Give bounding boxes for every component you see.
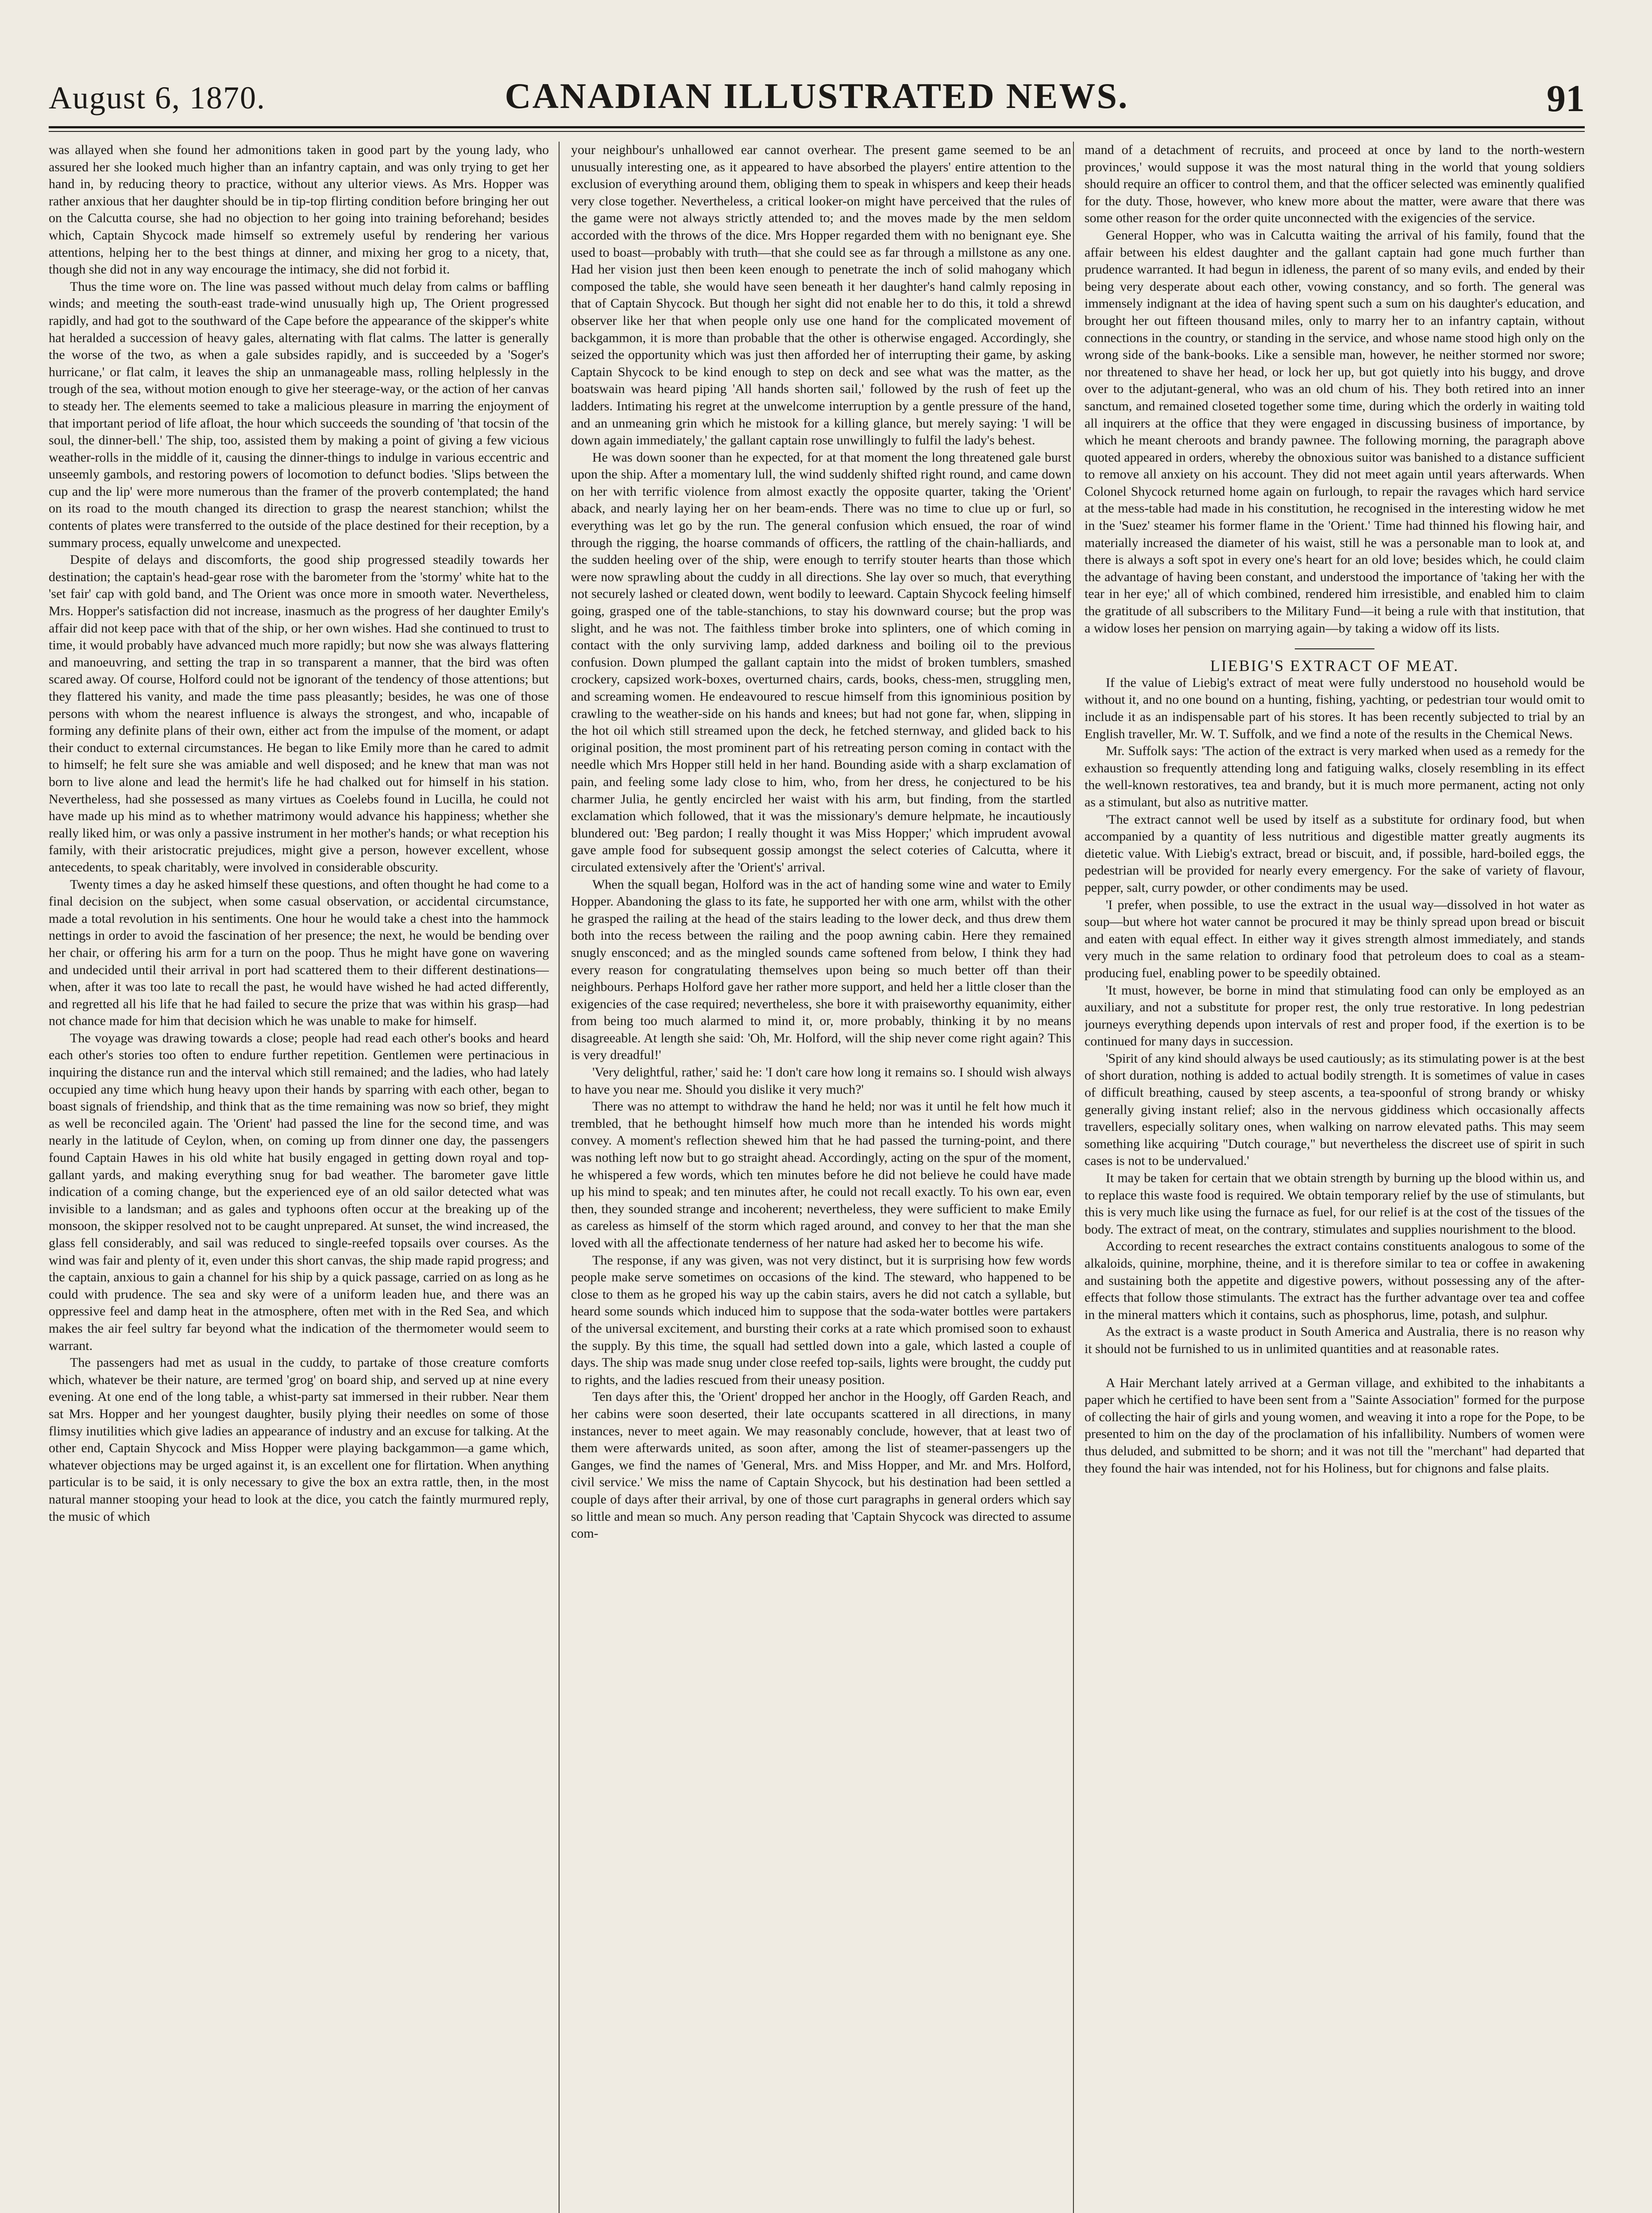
paragraph: 'I prefer, when possible, to use the extract in the usual way—dissolved in hot water as soup—but where hot water cannot be procured it may be thinly spread upon bread or biscuit and eaten with equal effect. In either way it gives strength almost immediately, and stands very much in the same relation to ordinary food that petroleum does to coal as a steam-producing fuel, enabling power to be speedily obtained.: [1085, 897, 1585, 980]
paragraph: mand of a detachment of recruits, and proceed at once by land to the north-western provinces,' would suppose it was the most natural thing in the world that young soldiers should require an officer to control them, and that the officer selected was eminently qualified for the duty. Those, however, who knew more about the matter, were aware that there was some other reason for the order quite unconnected with the exigencies of the service.: [1085, 143, 1585, 226]
paragraph: The passengers had met as usual in the cuddy, to partake of those creature comforts which, whatever be their nature, are termed 'grog' on board ship, and served up at nine every evening. At one end of the long table, a whist-party sat immersed in their rubber. Near them sat Mrs. Hopper and her youngest daughter, busily plying their needles on some of those flimsy inutilities which give ladies an appearance of industry and an excuse for talking. At the other end, Captain Shycock and Miss Hopper were playing backgammon—a game which, whatever objections may be urged against it, is an excellent one for flirtation. When anything particular is to be said, it is only necessary to give the box an extra rattle, then, in the most natural manner stooping your head to look at the dice, you catch the faintly murmured reply, the music of which: [49, 1355, 549, 1524]
header-rule: [49, 126, 1585, 128]
column-divider: [559, 142, 560, 2213]
paragraph: He was down sooner than he expected, for at that moment the long threatened gale burst upon the ship. After a momentary lull, the wind suddenly shifted right round, and came down on her with terrific violence from almost exactly the opposite quarter, taking the 'Orient' aback, and nearly laying her on her beam-ends. There was no time to clue up or furl, so everything was let go by the run. The general confusion which ensued, the roar of wind through the rigging, the hoarse commands of officers, the rattling of the chain-halliards, and the sudden heeling over of the ship, were enough to terrify stouter hearts than those which were now sprawling about the cuddy in all directions. She lay over so much, that everything not securely lashed or cleated down, went bodily to leeward. Captain Shycock feeling himself going, grasped one of the table-stanchions, to stay his downward course; but the prop was slight, and he was not. The faithless timber broke into splinters, one of which coming in contact with the only surviving lamp, added darkness and boiling oil to the previous confusion. Down plumped the gallant captain into the midst of broken tumblers, smashed crockery, capsized work-boxes, overturned chairs, cards, books, chess-men, struggling men, and screaming women. He endeavoured to rescue himself from this ignominious position by crawling to the weather-side on his hands and knees; but had not gone far, when, slipping in the hot oil which still streamed upon the deck, he fetched sternway, and glided back to his original position, the most prominent part of his retreating person coming in contact with the needle which Mrs Hopper still held in her hand. Bounding aside with a sharp exclamation of pain, and feeling some lady close to him, who, from her dress, he conjectured to be his charmer Julia, he gently encircled her waist with his arm, but finding, from the startled exclamation which followed, that it was the missionary's demure helpmate, he incautiously blundered out: 'Beg pardon; I really thought it was Miss Hopper;' which imprudent avowal gave ample food for subsequent gossip amongst the select coteries of Calcutta, where it circulated extensively after the 'Orient's' arrival.: [571, 450, 1071, 875]
paragraph: Mr. Suffolk says: 'The action of the extract is very marked when used as a remedy for the exhaustion so frequently attending long and fatiguing walks, closely resembling in its effect the well-known restoratives, tea and brandy, but it is much more permanent, acting not only as a stimulant, but also as nutritive matter.: [1085, 744, 1585, 810]
paragraph: Twenty times a day he asked himself these questions, and often thought he had come to a final decision on the subject, when some casual observation, or accidental circumstance, made a total revolution in his sentiments. One hour he would take a chest into the hammock nettings in order to avoid the fascination of her presence; the next, he would be bending over her chair, or offering his arm for a turn on the poop. Thus he might have gone on wavering and undecided until their arrival in port had scattered them to their different destinations—when, after it was too late to recall the past, he would have wished he had acted differently, and regretted all his life that he had failed to secure the prize that was within his grasp—had not chance made for him that decision which he was unable to make for himself.: [49, 877, 549, 1029]
article-heading: LIEBIG'S EXTRACT OF MEAT.: [1210, 657, 1459, 675]
paragraph: The voyage was drawing towards a close; people had read each other's books and heard each other's stories too often to endure further repetition. Gentlemen were pertinacious in inquiring the distance run and the interval which still remained; and the ladies, who had lately occupied any time which hung heavy upon their hands by sparring with each other, began to boast signals of friendship, and think that as the time remaining was now so brief, they might as well be reconciled again. The 'Orient' had passed the line for the second time, and was nearly in the latitude of Ceylon, when, on coming up from dinner one day, the passengers found Captain Hawes in his old white hat busily engaged in getting down royal and top-gallant yards, and making everything snug for bad weather. The barometer gave little indication of a coming change, but the experienced eye of an old sailor detected what was invisible to a landsman; and as gales and typhoons often occur at the breaking up of the monsoon, the skipper resolved not to be caught unprepared. At sunset, the wind increased, the glass fell considerably, and sail was reduced to single-reefed topsails over courses. As the wind was fair and plenty of it, even under this short canvas, the ship made rapid progress; and the captain, anxious to gain a channel for his ship by a quick passage, carried on as long as he could with prudence. The sea and sky were of a uniform leaden hue, and there was an oppressive feel and damp heat in the atmosphere, often met with in the Red Sea, and which makes the air feel sultry far beyond what the indication of the thermometer would seem to warrant.: [49, 1030, 549, 1353]
paragraph: When the squall began, Holford was in the act of handing some wine and water to Emily Hopper. Abandoning the glass to its fate, he supported her with one arm, whilst with the other he grasped the railing at the head of the stairs leading to the lower deck, and thus drew them both into the recess between the railing and the poop awning cabin. Here they remained snugly ensconced; and as the mingled sounds came softened from below, I think they had every reason for congratulating themselves upon being so much better off than their neighbours. Perhaps Holford gave her rather more support, and held her a little closer than the exigencies of the case required; nevertheless, she bore it with praiseworthy equanimity, either from being too much alarmed to mind it, or, more probably, thinking it by no means disagreeable. At length she said: 'Oh, Mr. Holford, will the ship never come right again? This is very dreadful!': [571, 877, 1071, 1063]
paragraph: Ten days after this, the 'Orient' dropped her anchor in the Hoogly, off Garden Reach, and her cabins were soon deserted, their late occupants scattered in all directions, in many instances, never to meet again. We may reasonably conclude, however, that at least two of them were afterwards united, as soon after, among the list of steamer-passengers up the Ganges, we find the names of 'General, Mrs. and Miss Hopper, and Mr. and Mrs. Holford, civil service.' We miss the name of Captain Shycock, but his destination had been settled a couple of days after their arrival, by one of those curt paragraphs in general orders which say so little and mean so much. Any person reading that 'Captain Shycock was directed to assume com-: [571, 1389, 1071, 1541]
paragraph: There was no attempt to withdraw the hand he held; nor was it until he felt how much it trembled, that he bethought himself how much more than he intended his words might convey. A moment's reflection shewed him that he had passed the turning-point, and there was nothing left now but to go straight ahead. Accordingly, acting on the spur of the moment, he whispered a few words, which ten minutes before he did not believe he could have made up his mind to speak; and ten minutes after, he could not recall exactly. To his own ear, even then, they sounded strange and incoherent; nevertheless, they were sufficient to make Emily as careless as himself of the storm which raged around, and convey to her that the man she loved with all the affectionate tenderness of her nature had asked her to become his wife.: [571, 1099, 1071, 1250]
header-rule-thin: [49, 131, 1585, 132]
paragraph: According to recent researches the extract contains constituents analogous to some of the alkaloids, quinine, morphine, theine, and it is therefore similar to tea or coffee in awakening and sustaining both the appetite and digestive powers, without possessing any of the after-effects that follow those stimulants. The extract has the further advantage over tea and coffee in the mineral matters which it contains, such as phosphorus, lime, potash, and sulphur.: [1085, 1239, 1585, 1322]
paragraph: was allayed when she found her admonitions taken in good part by the young lady, who assured her she looked much higher than an infantry captain, and was only trying to get her hand in, by reducing theory to practice, without any ulterior views. As Mrs. Hopper was rather anxious that her daughter should be in tip-top flirting condition before bringing her out on the Calcutta course, she had no objection to her going into training beforehand; besides which, Captain Shycock made himself so extremely useful by rendering her various attentions, helping her to the best things at dinner, and mixing her grog to a nicety, that, though she did not in any way encourage the intimacy, she did not forbid it.: [49, 143, 549, 277]
paragraph: Thus the time wore on. The line was passed without much delay from calms or baffling winds; and meeting the south-east trade-wind unusually high up, The Orient progressed rapidly, and had got to the southward of the Cape before the appearance of the skipper's white hat heralded a succession of heavy gales, alternating with flat calms. The latter is generally the worse of the two, as when a gale subsides rapidly, and is succeeded by a 'Soger's hurricane,' or flat calm, it leaves the ship an unmanageable mass, rolling helplessly in the trough of the sea, without motion enough to give her steerage-way, or the action of her canvas to steady her. The elements seemed to take a malicious pleasure in marring the enjoyment of that important period of life afloat, the hour which succeeds the sounding of 'that tocsin of the soul, the dinner-bell.' The ship, too, assisted them by making a point of giving a few vicious weather-rolls in the middle of it, causing the dinner-things to indulge in various eccentric and unseemly gambols, and restoring powers of locomotion to defunct bodies. 'Slips between the cup and the lip' were more numerous than the framer of the proverb contemplated; the hand on its road to the mouth changed its direction to grasp the nearest stanchion; whilst the contents of plates were transferred to the outside of the place destined for their reception, by a summary process, equally unwelcome and unexpected.: [49, 279, 549, 550]
paragraph: It may be taken for certain that we obtain strength by burning up the blood within us, and to replace this waste food is required. We obtain temporary relief by the use of stimulants, but this is very much like using the furnace as fuel, for our relief is at the cost of the tissues of the body. The extract of meat, on the contrary, stimulates and supplies nourishment to the blood.: [1085, 1171, 1585, 1237]
paragraph: 'Very delightful, rather,' said he: 'I don't care how long it remains so. I should wish always to have you near me. Should you dislike it very much?': [571, 1065, 1071, 1097]
column-1: [49, 142, 549, 2213]
spacer: [1085, 1358, 1585, 1375]
paragraph: A Hair Merchant lately arrived at a German village, and exhibited to the inhabitants a paper which he certified to have been sent from a "Sainte Association" formed for the purpose of collecting the hair of girls and young women, and weaving it into a rope for the Pope, to be presented to him on the day of the proclamation of his infallibility. Numbers of women were thus deluded, and submitted to be shorn; and it was not till the "merchant" had departed that they found the hair was intended, not for his Holiness, but for chignons and false plaits.: [1085, 1375, 1585, 1476]
masthead: [49, 66, 1585, 120]
paragraph: If the value of Liebig's extract of meat were fully understood no household would be without it, and no one bound on a hunting, fishing, yachting, or pedestrian tour would omit to include it as an indispensable part of his stores. It has been recently subjected to trial by an English traveller, Mr. W. T. Suffolk, and we find a note of the results in the Chemical News.: [1085, 675, 1585, 741]
section-divider: [1295, 648, 1374, 649]
paragraph: The response, if any was given, was not very distinct, but it is surprising how few words people make serve sometimes on occasions of the kind. The steward, who happened to be close to them as he groped his way up the cabin stairs, avers he did not catch a syllable, but heard some sounds which induced him to suppose that the soda-water bottles were partakers of the universal excitement, and bursting their corks at a rate which promised soon to exhaust the supply. By this time, the squall had settled down into a gale, which lasted a couple of days. The ship was made snug under close reefed top-sails, lights were brought, the cuddy put to rights, and the ladies rescued from their uneasy position.: [571, 1253, 1071, 1387]
paragraph: your neighbour's unhallowed ear cannot overhear. The present game seemed to be an unusually interesting one, as it appeared to have absorbed the players' entire attention to the exclusion of everything around them, obliging them to speak in whispers and keep their heads very close together. Nevertheless, a critical looker-on might have perceived that the rules of the game were not always strictly attended to; and the moves made by the men seldom accorded with the throws of the dice. Mrs Hopper regarded them with no benignant eye. She used to boast—probably with truth—that she could see as far through a millstone as any one. Had her vision just then been keen enough to penetrate the inch of solid mahogany which composed the table, she would have seen beneath it her daughter's hand calmly reposing in that of Captain Shycock. But though her sight did not enable her to do this, it told a shrewd observer like her that when people only use one hand for the complicated movement of backgammon, it is more than probable that the other is otherwise engaged. Accordingly, she seized the opportunity which was just then afforded her of interrupting their game, by asking Captain Shycock to be kind enough to step on deck and see what was the matter, as the boatswain was heard piping 'All hands shorten sail,' followed by the rush of feet up the ladders. Intimating his regret at the unwelcome interruption by a gentle pressure of the hand, and an unmeaning grin which he mistook for a killing glance, but merely saying: 'I will be down again immediately,' the gallant captain rose unwillingly to fulfil the lady's behest.: [571, 143, 1071, 448]
column-divider: [1073, 142, 1074, 2213]
newspaper-title: CANADIAN ILLUSTRATED NEWS.: [505, 76, 1129, 116]
paragraph: General Hopper, who was in Calcutta waiting the arrival of his family, found that the affair between his eldest daughter and the gallant captain had gone much further than prudence warranted. It had begun in idleness, the parent of so many evils, and ended by their being very desperate about each other, vowing constancy, and so forth. The general was immensely indignant at the idea of having spent such a sum on his daughter's education, and brought her out fifteen thousand miles, only to marry her to an infantry captain, without connections in the country, or standing in the service, and whose name stood high only on the wrong side of the bank-books. Like a sensible man, however, he neither stormed nor swore; nor threatened to shave her head, or lock her up, but got quietly into his buggy, and drove over to the adjutant-general, who was an old chum of his. They both retired into an inner sanctum, and remained closeted together some time, during which the orderly in waiting told all inquirers at the office that they were engaged in discussing business of importance, by which he meant cheroots and brandy pawnee. The following morning, the paragraph above quoted appeared in orders, whereby the obnoxious suitor was banished to a distance sufficient to remove all anxiety on his account. They did not meet again until years afterwards. When Colonel Shycock returned home again on furlough, to repair the ravages which hard service at the mess-table had made in his constitution, he recognised in the interesting widow he met in the 'Suez' steamer his former flame in the 'Orient.' Time had thinned his flowing hair, and materially increased the diameter of his waist, still he was a personable man to look at, and there is always a soft spot in every one's heart for an old love; besides which, he could claim the advantage of having been constant, and understood the importance of 'taking her with the tear in her eye;' all of which combined, rendered him irresistible, and enabled him to claim the gratitude of all subscribers to the Military Fund—it being a rule with that institution, that a widow loses her pension on marrying again—by taking a widow off its lists.: [1085, 227, 1585, 636]
paragraph: 'Spirit of any kind should always be used cautiously; as its stimulating power is at the best of short duration, nothing is added to actual bodily strength. It is sometimes of value in cases of difficult breathing, caused by steep ascents, a tea-spoonful of strong brandy or whisky generally giving instant relief; also in the nervous giddiness which occasionally affects travellers, especially solitary ones, when walking on narrow elevated paths. This may seem something like acquiring "Dutch courage," but nevertheless the discreet use of spirit in such cases is not to be undervalued.': [1085, 1051, 1585, 1168]
column-3: [1085, 142, 1585, 2213]
paragraph: As the extract is a waste product in South America and Australia, there is no reason why it should not be furnished to us in unlimited quantities and at reasonable rates.: [1085, 1324, 1585, 1356]
paragraph: 'The extract cannot well be used by itself as a substitute for ordinary food, but when accompanied by a quantity of less nutritious and digestible matter greatly augments its dietetic value. With Liebig's extract, bread or biscuit, and, if possible, hard-boiled eggs, the pedestrian will be provided for nearly every emergency. For the sake of variety of flavour, pepper, salt, curry powder, or other condiments may be used.: [1085, 812, 1585, 895]
column-2: [571, 142, 1071, 2213]
issue-date: August 6, 1870.: [49, 80, 266, 116]
page-number: 91: [1547, 77, 1585, 120]
paragraph: 'It must, however, be borne in mind that stimulating food can only be employed as an auxiliary, and not a substitute for proper rest, the only true restorative. In long pedestrian journeys everything depends upon intervals of rest and proper food, if the exertion is to be continued for many days in succession.: [1085, 983, 1585, 1049]
paragraph: Despite of delays and discomforts, the good ship progressed steadily towards her destination; the captain's head-gear rose with the barometer from the 'stormy' white hat to the 'set fair' cap with gold band, and The Orient was once more in smooth water. Nevertheless, Mrs. Hopper's satisfaction did not increase, inasmuch as the progress of her daughter Emily's affair did not keep pace with that of the ship, or her own wishes. Had she continued to trust to time, it would probably have advanced much more rapidly; but now she was always flattering and manoeuvring, and setting the trap in so transparent a manner, that the bird was often scared away. Of course, Holford could not be ignorant of the tendency of those attentions; but they flattered his vanity, and made the time pass pleasantly; besides, he was one of those persons with whom the nearest influence is always the strongest, and who, incapable of forming any definite plans of their own, either act from the impulse of the moment, or adapt their conduct to external circumstances. He began to like Emily more than he cared to admit to himself; he felt sure she was amiable and well disposed; and he knew that man was not born to live alone and lead the hermit's life he had chalked out for himself in his station. Nevertheless, had she possessed as many virtues as Coelebs found in Lucilla, he could not have made up his mind as to whether matrimony would advance his happiness; whether she really liked him, or was only a passive instrument in her mother's hands; or what reception his family, with their aristocratic prejudices, might give a person, however excellent, whose antecedents, to speak charitably, were involved in considerable obscurity.: [49, 552, 549, 875]
